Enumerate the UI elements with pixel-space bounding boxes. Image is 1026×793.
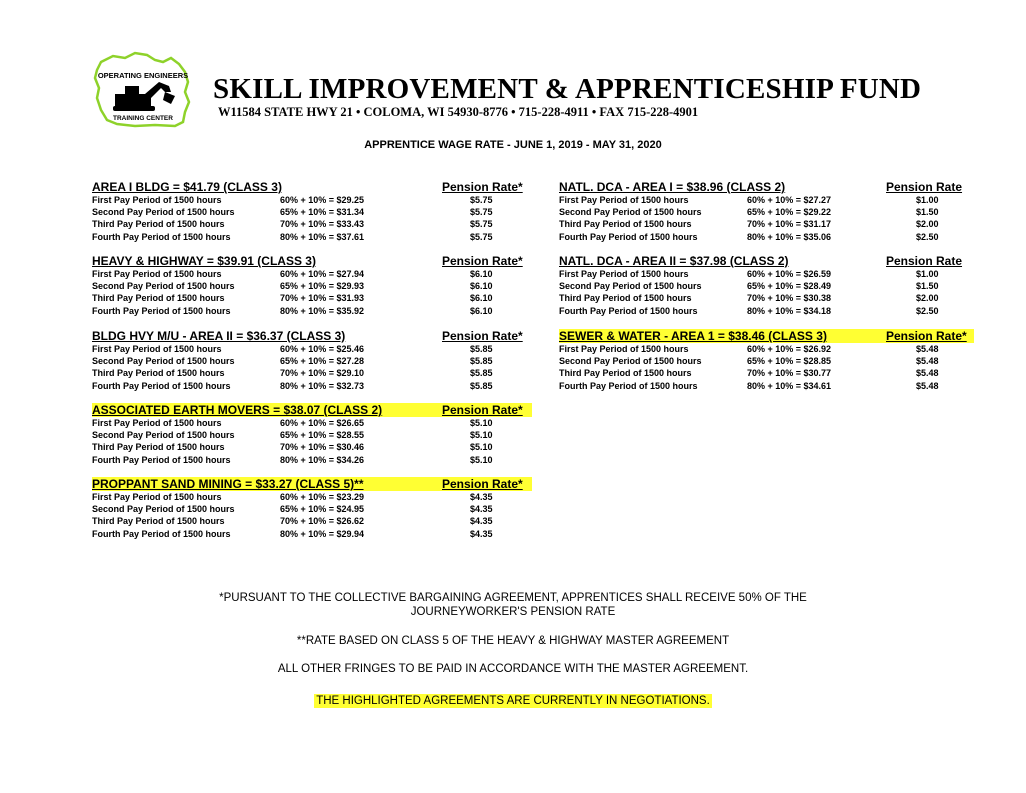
pension-value: $6.10	[470, 269, 493, 279]
wage-formula: 80% + 10% = $32.73	[280, 380, 365, 391]
pension-rate-header: Pension Rate*	[886, 329, 967, 343]
pension-value: $5.85	[470, 368, 493, 379]
wage-formula: 70% + 10% = $29.10	[280, 368, 365, 379]
wage-formula: 80% + 10% = $35.92	[280, 305, 365, 316]
pay-period: Third Pay Period of 1500 hours	[92, 368, 225, 379]
section-natl-dca-area-ii	[559, 254, 974, 317]
pay-period: Second Pay Period of 1500 hours	[92, 356, 235, 367]
negotiation-note-wrapper	[0, 691, 1026, 709]
pension-value: $5.75	[470, 207, 493, 218]
wage-formula: 70% + 10% = $31.17	[747, 219, 832, 230]
logo-top-text: OPERATING ENGINEERS	[97, 71, 189, 80]
wage-formula: 80% + 10% = $34.26	[280, 454, 365, 465]
pension-value: $4.35	[470, 516, 493, 527]
pension-value: $5.10	[470, 418, 493, 428]
pension-value: $5.10	[470, 454, 493, 465]
pension-rate-header: Pension Rate	[886, 180, 963, 194]
pension-footnote-line1: *PURSUANT TO THE COLLECTIVE BARGAINING AGREEMENT, APPRENTICES SHALL RECEIVE 50% OF THE	[219, 592, 807, 604]
wage-formula: 65% + 10% = $24.95	[280, 504, 365, 515]
table-row	[92, 503, 532, 515]
table-row	[92, 206, 532, 218]
pension-rate-header: Pension Rate*	[442, 477, 523, 491]
section-header	[92, 329, 532, 343]
table-row	[92, 429, 532, 441]
pension-rate-header: Pension Rate*	[442, 403, 523, 417]
table-row	[559, 380, 974, 392]
wage-formula: 65% + 10% = $29.93	[280, 281, 365, 292]
pay-period: Third Pay Period of 1500 hours	[92, 219, 225, 230]
table-row	[559, 194, 974, 206]
pay-period: Second Pay Period of 1500 hours	[559, 356, 702, 367]
pay-period: Third Pay Period of 1500 hours	[559, 293, 692, 304]
table-row	[92, 367, 532, 379]
section-header-highlighted	[92, 403, 532, 417]
pay-period: Fourth Pay Period of 1500 hours	[92, 528, 231, 539]
class5-footnote: **RATE BASED ON CLASS 5 OF THE HEAVY & HIGHWAY MASTER AGREEMENT	[296, 635, 730, 647]
wage-formula: 80% + 10% = $34.18	[747, 305, 832, 316]
pension-value: $5.85	[470, 380, 493, 391]
wage-formula: 70% + 10% = $26.62	[280, 516, 365, 527]
wage-formula: 65% + 10% = $27.28	[280, 356, 365, 367]
section-header	[92, 254, 532, 268]
pension-value: $2.00	[916, 219, 939, 230]
wage-rate-subtitle: APPRENTICE WAGE RATE - JUNE 1, 2019 - MAY 31, 2020	[364, 139, 662, 151]
pension-value: $6.10	[470, 305, 493, 316]
pay-period: Fourth Pay Period of 1500 hours	[559, 305, 698, 316]
table-row	[559, 305, 974, 317]
pay-period: First Pay Period of 1500 hours	[92, 492, 222, 502]
table-row	[92, 380, 532, 392]
wage-formula: 65% + 10% = $28.49	[747, 281, 832, 292]
pension-value: $2.50	[916, 305, 939, 316]
wage-formula: 60% + 10% = $26.59	[747, 269, 832, 279]
section-proppant-sand-mining	[92, 477, 532, 540]
table-row	[92, 231, 532, 243]
table-row	[92, 491, 532, 503]
pension-value: $4.35	[470, 528, 493, 539]
wage-formula: 60% + 10% = $29.25	[280, 195, 365, 205]
table-row	[92, 194, 532, 206]
wage-formula: 65% + 10% = $29.22	[747, 207, 832, 218]
pension-value: $5.75	[470, 219, 493, 230]
section-bldg-hvy-mu	[92, 329, 532, 392]
table-row	[559, 343, 974, 355]
table-row	[92, 355, 532, 367]
table-row	[559, 206, 974, 218]
wage-formula: 70% + 10% = $31.93	[280, 293, 365, 304]
pension-rate-header: Pension Rate*	[442, 180, 523, 194]
excavator-icon	[113, 82, 175, 111]
table-row	[92, 528, 532, 540]
pay-period: First Pay Period of 1500 hours	[559, 344, 689, 354]
section-title: NATL. DCA - AREA II = $37.98 (CLASS 2)	[559, 254, 789, 268]
section-heavy-highway	[92, 254, 532, 317]
pension-value: $1.50	[916, 207, 939, 218]
wage-formula: 60% + 10% = $23.29	[280, 492, 365, 502]
pay-period: Second Pay Period of 1500 hours	[559, 207, 702, 218]
pension-value: $5.48	[916, 380, 939, 391]
pension-value: $2.00	[916, 293, 939, 304]
pension-value: $5.48	[916, 344, 939, 354]
wage-formula: 60% + 10% = $26.92	[747, 344, 832, 354]
training-center-logo	[85, 48, 200, 130]
table-row	[92, 218, 532, 230]
section-title: PROPPANT SAND MINING = $33.27 (CLASS 5)**	[92, 477, 364, 491]
pension-value: $5.85	[470, 356, 493, 367]
table-row	[559, 292, 974, 304]
wage-formula: 80% + 10% = $34.61	[747, 380, 832, 391]
section-title: AREA I BLDG = $41.79 (CLASS 3)	[92, 180, 282, 194]
table-row	[92, 454, 532, 466]
pension-footnote-line2: JOURNEYWORKER'S PENSION RATE	[410, 606, 616, 618]
section-header	[92, 180, 532, 194]
pay-period: Fourth Pay Period of 1500 hours	[92, 231, 231, 242]
pay-period: Third Pay Period of 1500 hours	[559, 368, 692, 379]
pay-period: Third Pay Period of 1500 hours	[559, 219, 692, 230]
pension-value: $5.10	[470, 430, 493, 441]
fund-address: W11584 STATE HWY 21 • COLOMA, WI 54930-8776 • 715-228-4911 • FAX 715-228-4901	[218, 105, 699, 119]
table-row	[92, 268, 532, 280]
pay-period: Fourth Pay Period of 1500 hours	[92, 454, 231, 465]
pay-period: Second Pay Period of 1500 hours	[559, 281, 702, 292]
pension-value: $2.50	[916, 231, 939, 242]
table-row	[92, 292, 532, 304]
negotiation-note: THE HIGHLIGHTED AGREEMENTS ARE CURRENTLY IN NEGOTIATIONS.	[316, 695, 710, 707]
wage-formula: 60% + 10% = $25.46	[280, 344, 365, 354]
wage-formula: 65% + 10% = $28.85	[747, 356, 832, 367]
pension-rate-header: Pension Rate	[886, 254, 963, 268]
wage-formula: 70% + 10% = $30.77	[747, 368, 832, 379]
pay-period: First Pay Period of 1500 hours	[92, 344, 222, 354]
table-row	[559, 280, 974, 292]
pension-value: $6.10	[470, 293, 493, 304]
pay-period: First Pay Period of 1500 hours	[559, 195, 689, 205]
table-row	[559, 231, 974, 243]
pay-period: Second Pay Period of 1500 hours	[92, 504, 235, 515]
pay-period: Third Pay Period of 1500 hours	[92, 516, 225, 527]
pension-rate-header: Pension Rate*	[442, 329, 523, 343]
pension-value: $4.35	[470, 492, 493, 502]
page-title: SKILL IMPROVEMENT & APPRENTICESHIP FUND	[213, 73, 922, 105]
wage-formula: 80% + 10% = $29.94	[280, 528, 365, 539]
pay-period: Second Pay Period of 1500 hours	[92, 281, 235, 292]
wage-formula: 60% + 10% = $27.94	[280, 269, 365, 279]
section-title: NATL. DCA - AREA I = $38.96 (CLASS 2)	[559, 180, 786, 194]
table-row	[559, 355, 974, 367]
table-row	[92, 305, 532, 317]
pension-value: $5.48	[916, 356, 939, 367]
pay-period: Third Pay Period of 1500 hours	[92, 442, 225, 453]
table-row	[559, 218, 974, 230]
section-header	[559, 254, 974, 268]
section-title: ASSOCIATED EARTH MOVERS = $38.07 (CLASS 2)	[92, 403, 383, 417]
wage-formula: 70% + 10% = $33.43	[280, 219, 365, 230]
pay-period: Second Pay Period of 1500 hours	[92, 430, 235, 441]
wage-formula: 70% + 10% = $30.38	[747, 293, 832, 304]
section-header-highlighted	[559, 329, 974, 343]
wage-formula: 80% + 10% = $37.61	[280, 231, 365, 242]
wage-formula: 70% + 10% = $30.46	[280, 442, 365, 453]
wage-formula: 80% + 10% = $35.06	[747, 231, 832, 242]
pension-rate-header: Pension Rate*	[442, 254, 523, 268]
pay-period: First Pay Period of 1500 hours	[92, 418, 222, 428]
table-row	[92, 280, 532, 292]
table-row	[92, 441, 532, 453]
pay-period: Second Pay Period of 1500 hours	[92, 207, 235, 218]
section-sewer-water-area-1	[559, 329, 974, 392]
table-row	[92, 343, 532, 355]
wage-formula: 65% + 10% = $28.55	[280, 430, 365, 441]
pay-period: First Pay Period of 1500 hours	[92, 195, 222, 205]
wage-formula: 60% + 10% = $27.27	[747, 195, 832, 205]
section-associated-earth-movers	[92, 403, 532, 466]
pay-period: First Pay Period of 1500 hours	[92, 269, 222, 279]
pension-value: $5.48	[916, 368, 939, 379]
table-row	[559, 367, 974, 379]
pension-value: $6.10	[470, 281, 493, 292]
section-header-highlighted	[92, 477, 532, 491]
section-title: HEAVY & HIGHWAY = $39.91 (CLASS 3)	[92, 254, 316, 268]
fringe-footnote: ALL OTHER FRINGES TO BE PAID IN ACCORDANCE WITH THE MASTER AGREEMENT.	[277, 663, 749, 675]
section-title: SEWER & WATER - AREA 1 = $38.46 (CLASS 3)	[559, 329, 827, 343]
pay-period: Fourth Pay Period of 1500 hours	[92, 380, 231, 391]
pay-period: Fourth Pay Period of 1500 hours	[92, 305, 231, 316]
section-natl-dca-area-i	[559, 180, 974, 243]
pension-value: $1.50	[916, 281, 939, 292]
pension-value: $1.00	[916, 269, 939, 279]
table-row	[92, 515, 532, 527]
pension-value: $4.35	[470, 504, 493, 515]
wage-formula: 60% + 10% = $26.65	[280, 418, 365, 428]
pay-period: Third Pay Period of 1500 hours	[92, 293, 225, 304]
section-area-i-bldg	[92, 180, 532, 243]
pay-period: First Pay Period of 1500 hours	[559, 269, 689, 279]
pension-value: $1.00	[916, 195, 939, 205]
pension-value: $5.75	[470, 231, 493, 242]
section-header	[559, 180, 974, 194]
section-title: BLDG HVY M/U - AREA II = $36.37 (CLASS 3)	[92, 329, 346, 343]
pension-value: $5.85	[470, 344, 493, 354]
pay-period: Fourth Pay Period of 1500 hours	[559, 380, 698, 391]
table-row	[559, 268, 974, 280]
pension-value: $5.10	[470, 442, 493, 453]
table-row	[92, 417, 532, 429]
pension-value: $5.75	[470, 195, 493, 205]
pay-period: Fourth Pay Period of 1500 hours	[559, 231, 698, 242]
wage-formula: 65% + 10% = $31.34	[280, 207, 365, 218]
logo-bottom-text: TRAINING CENTER	[113, 115, 173, 122]
